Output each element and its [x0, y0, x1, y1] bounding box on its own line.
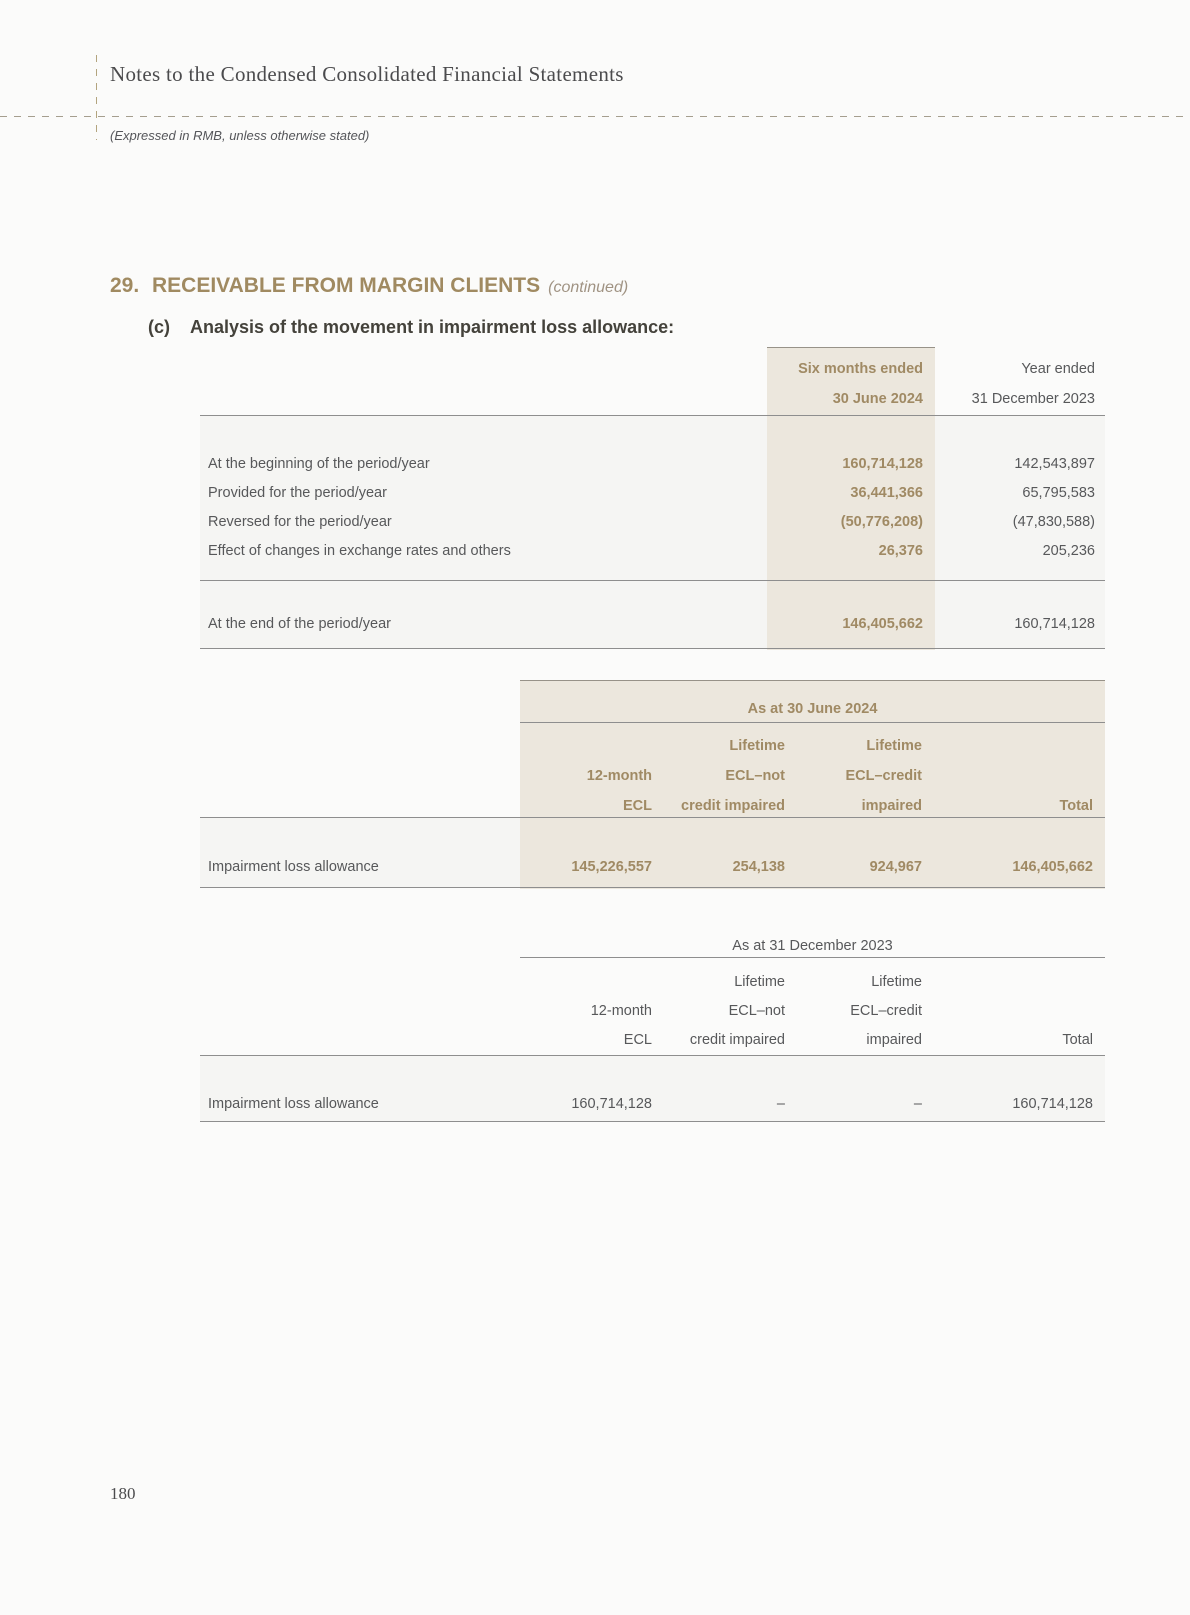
- ecl-2023-header-rule: [200, 1055, 1105, 1056]
- ecl-2023-col2-header-line3: credit impaired: [689, 1032, 785, 1048]
- section-number: 29.: [110, 274, 140, 297]
- ecl-2024-col2-header-line3: credit impaired: [681, 798, 785, 814]
- movement-row-value-2023: (47,830,588): [1012, 514, 1095, 530]
- document-header-subtitle: (Expressed in RMB, unless otherwise stated): [110, 128, 370, 143]
- ecl-2024-col1-header-line2: 12-month: [586, 768, 652, 784]
- ecl-2024-value-total: 146,405,662: [1012, 859, 1093, 875]
- movement-row-label: At the beginning of the period/year: [208, 456, 430, 472]
- movement-row-label: Effect of changes in exchange rates and others: [208, 543, 511, 559]
- movement-row-value-2024: 36,441,366: [850, 485, 923, 501]
- ecl-2023-value-12month: 160,714,128: [571, 1096, 652, 1112]
- movement-total-value-2023: 160,714,128: [1014, 616, 1095, 632]
- ecl-2024-value-12month: 145,226,557: [571, 859, 652, 875]
- subsection-heading: [148, 317, 674, 338]
- section-heading: [110, 274, 628, 298]
- ecl-2023-col3-header-line2: ECL–credit: [850, 1003, 922, 1019]
- ecl-2024-col2-header-line1: Lifetime: [729, 738, 785, 754]
- ecl-2023-col2-header-line2: ECL–not: [728, 1003, 785, 1019]
- movement-table-header-rule: [200, 415, 1105, 416]
- subsection-label: (c): [148, 317, 170, 337]
- ecl-2023-col3-header-line3: impaired: [866, 1032, 922, 1048]
- ecl-2023-table: [200, 930, 1105, 1122]
- document-header-title: Notes to the Condensed Consolidated Financial Statements: [110, 62, 624, 86]
- ecl-2024-col4-header-line3: Total: [1059, 798, 1093, 814]
- section-title: RECEIVABLE FROM MARGIN CLIENTS: [152, 274, 541, 297]
- movement-table-subtotal-rule: [200, 580, 1105, 581]
- ecl-2023-value-not-impaired: –: [776, 1096, 785, 1112]
- ecl-2024-col3-header-line3: impaired: [861, 798, 922, 814]
- ecl-2023-title-rule: [520, 957, 1105, 958]
- movement-table-bottom-rule: [200, 648, 1105, 649]
- ecl-2023-value-credit-impaired: –: [913, 1096, 922, 1112]
- ecl-2024-col3-header-line2: ECL–credit: [845, 768, 922, 784]
- ecl-2024-col2-header-line2: ECL–not: [725, 768, 785, 784]
- ecl-2023-title: As at 31 December 2023: [732, 938, 893, 954]
- ecl-2023-bottom-rule: [200, 1121, 1105, 1122]
- movement-row-value-2024: 160,714,128: [842, 456, 923, 472]
- ecl-2024-title-rule: [520, 722, 1105, 723]
- ecl-2024-value-credit-impaired: 924,967: [869, 859, 922, 875]
- movement-row-value-2023: 142,543,897: [1014, 456, 1095, 472]
- ecl-2023-col1-header-line2: 12-month: [590, 1003, 652, 1019]
- ecl-2024-header-rule: [200, 817, 1105, 818]
- movement-header-2024-line2: 30 June 2024: [832, 391, 923, 407]
- movement-row-value-2023: 205,236: [1042, 543, 1095, 559]
- ecl-2024-value-not-impaired: 254,138: [732, 859, 785, 875]
- ecl-2024-table: [200, 680, 1105, 888]
- ecl-2024-title: As at 30 June 2024: [747, 701, 878, 717]
- movement-header-2023-line2: 31 December 2023: [971, 391, 1095, 407]
- ecl-2023-col1-header-line3: ECL: [623, 1032, 652, 1048]
- movement-row-value-2023: 65,795,583: [1022, 485, 1095, 501]
- ecl-2023-col2-header-line1: Lifetime: [734, 974, 785, 990]
- ecl-2023-col3-header-line1: Lifetime: [871, 974, 922, 990]
- movement-total-value-2024: 146,405,662: [842, 616, 923, 632]
- header-dashed-horizontal-line: [0, 116, 1190, 117]
- movement-row-value-2024: (50,776,208): [840, 514, 923, 530]
- ecl-2023-col4-header-line3: Total: [1062, 1032, 1093, 1048]
- ecl-2023-value-total: 160,714,128: [1012, 1096, 1093, 1112]
- section-continued-note: (continued): [548, 279, 629, 296]
- movement-row-label: Reversed for the period/year: [208, 514, 392, 530]
- movement-table: [200, 347, 1105, 649]
- movement-total-label: At the end of the period/year: [208, 616, 391, 632]
- movement-header-2023-line1: Year ended: [1021, 361, 1095, 377]
- ecl-2024-col1-header-line3: ECL: [623, 798, 652, 814]
- ecl-2024-col3-header-line1: Lifetime: [866, 738, 922, 754]
- ecl-2024-row-label: Impairment loss allowance: [208, 859, 379, 875]
- subsection-title: Analysis of the movement in impairment loss allowance:: [190, 317, 675, 337]
- margin-dashed-vertical-line: [96, 55, 97, 140]
- movement-row-label: Provided for the period/year: [208, 485, 387, 501]
- movement-row-value-2024: 26,376: [878, 543, 923, 559]
- page-number: 180: [110, 1484, 136, 1503]
- ecl-2023-row-label: Impairment loss allowance: [208, 1096, 379, 1112]
- ecl-2024-bottom-rule: [200, 887, 1105, 888]
- movement-header-2024-line1: Six months ended: [798, 361, 923, 377]
